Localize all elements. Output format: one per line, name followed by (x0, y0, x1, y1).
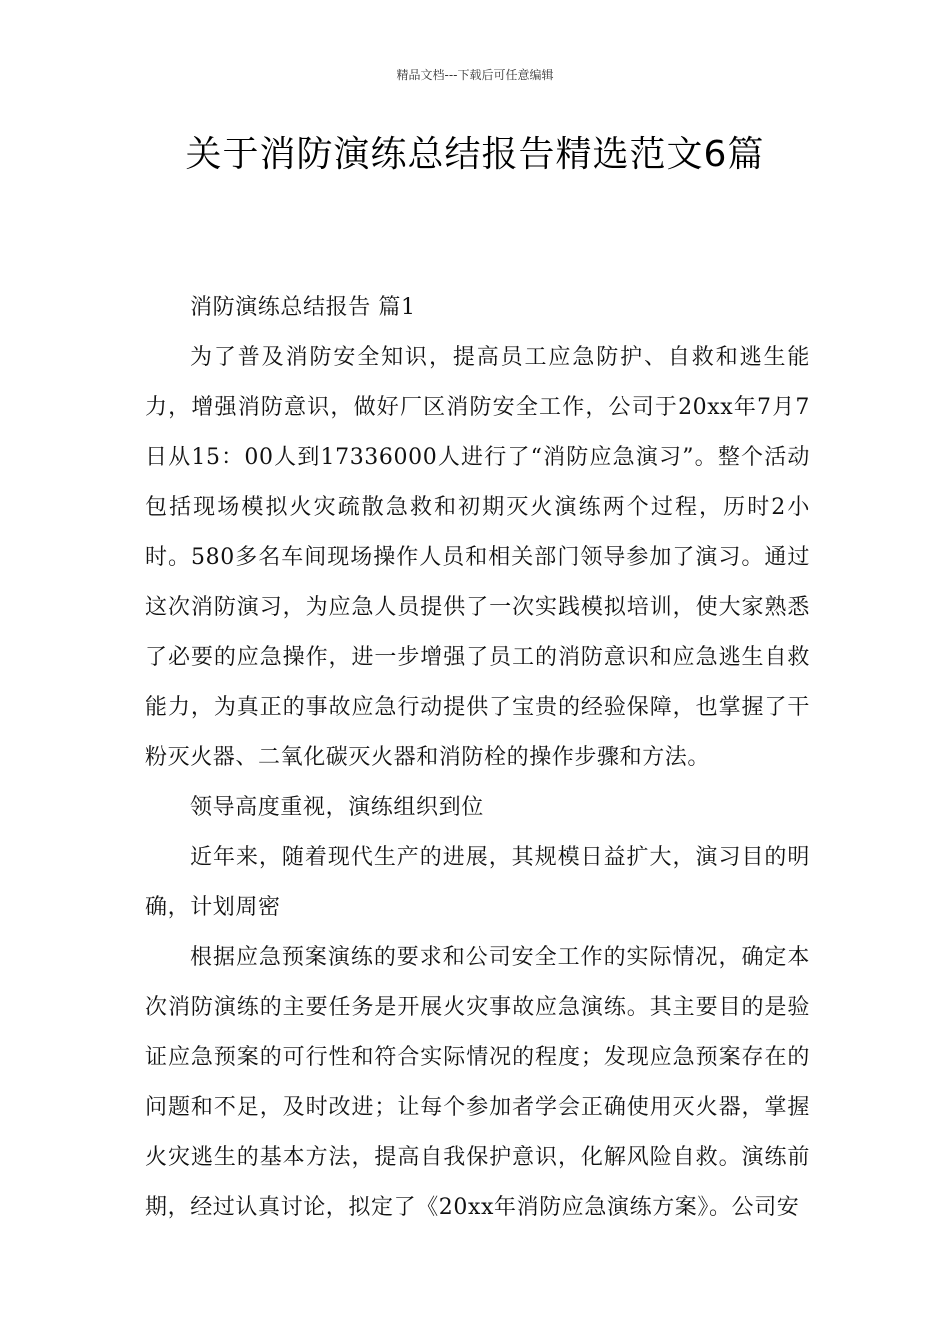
body-paragraph: 根据应急预案演练的要求和公司安全工作的实际情况，确定本次消防演练的主要任务是开展火灾事故应急演练。其主要目的是验证应急预案的可行性和符合实际情况的程度；发现应急预案存在的问题和不足，及时改进；让每个参加者学会正确使用灭火器，掌握火灾逃生的基本方法，提高自我保护意识，化解风险自救。演练前期，经过认真讨论，拟定了《20xx年消防应急演练方案》。公司安 (145, 945, 810, 1220)
body-paragraph: 为了普及消防安全知识，提高员工应急防护、自救和逃生能力，增强消防意识，做好厂区消防安全工作，公司于20xx年7月7日从15：00人到17336000人进行了“消防应急演习”。整个活动包括现场模拟火灾疏散急救和初期灭火演练两个过程，历时2小时。580多名车间现场操作人员和相关部门领导参加了演习。通过这次消防演习，为应急人员提供了一次实践模拟培训，使大家熟悉了必要的应急操作，进一步增强了员工的消防意识和应急逃生自救能力，为真正的事故应急行动提供了宝贵的经验保障，也掌握了干粉灭火器、二氧化碳灭火器和消防栓的操作步骤和方法。 (145, 345, 810, 770)
body-paragraph: 近年来，随着现代生产的进展，其规模日益扩大，演习目的明确，计划周密 (145, 845, 810, 920)
header-note: 精品文档---下载后可任意编辑 (396, 68, 554, 82)
body-paragraph: 领导高度重视，演练组织到位 (190, 795, 484, 820)
section-heading: 消防演练总结报告 篇1 (190, 295, 416, 320)
document-body (145, 283, 810, 1233)
document-title: 关于消防演练总结报告精选范文6篇 (185, 134, 765, 175)
